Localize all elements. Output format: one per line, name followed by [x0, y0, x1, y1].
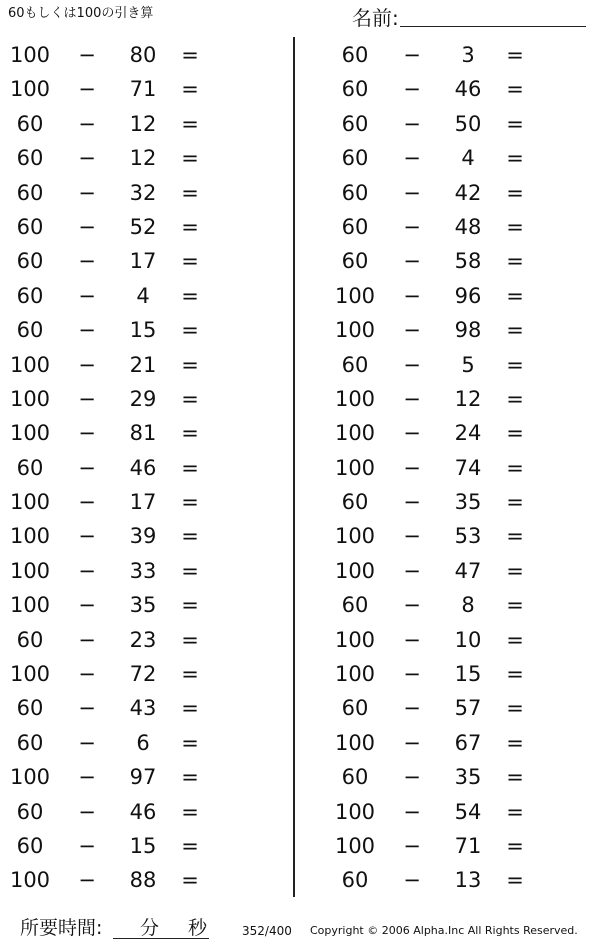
minutes-label: 分 — [140, 917, 160, 939]
minuend: 100 — [334, 283, 376, 308]
equals-sign: = — [181, 730, 199, 755]
minuend: 60 — [16, 696, 44, 721]
subtrahend: 15 — [454, 662, 482, 687]
minuend: 100 — [9, 558, 51, 583]
minus-sign: − — [78, 421, 96, 446]
subtrahend: 39 — [129, 524, 157, 549]
right-problem-column — [325, 38, 600, 898]
subtrahend: 21 — [129, 352, 157, 377]
subtrahend: 5 — [461, 352, 475, 377]
minuend: 100 — [9, 524, 51, 549]
minuend: 100 — [9, 765, 51, 790]
subtrahend: 71 — [129, 77, 157, 102]
equals-sign: = — [506, 490, 524, 515]
minus-sign: − — [403, 765, 421, 790]
equals-sign: = — [506, 352, 524, 377]
minus-sign: − — [403, 111, 421, 136]
problem-row — [325, 451, 600, 485]
equals-sign: = — [506, 283, 524, 308]
problem-row — [325, 485, 600, 519]
subtrahend: 57 — [454, 696, 482, 721]
minuend: 100 — [334, 730, 376, 755]
equals-sign: = — [506, 593, 524, 618]
subtrahend: 96 — [454, 283, 482, 308]
minus-sign: − — [403, 318, 421, 343]
problem-row — [325, 829, 600, 863]
equals-sign: = — [506, 77, 524, 102]
equals-sign: = — [506, 146, 524, 171]
minuend: 60 — [16, 214, 44, 239]
equals-sign: = — [181, 283, 199, 308]
subtrahend: 4 — [136, 283, 150, 308]
subtrahend: 88 — [129, 868, 157, 893]
equals-sign: = — [506, 799, 524, 824]
minuend: 60 — [16, 111, 44, 136]
problem-row — [325, 863, 600, 897]
problem-row — [325, 176, 600, 210]
problem-row — [0, 348, 290, 382]
minuend: 100 — [334, 455, 376, 480]
problem-row — [0, 313, 290, 347]
minus-sign: − — [403, 799, 421, 824]
minus-sign: − — [403, 593, 421, 618]
subtrahend: 12 — [129, 111, 157, 136]
minus-sign: − — [403, 180, 421, 205]
minus-sign: − — [78, 490, 96, 515]
minuend: 100 — [9, 77, 51, 102]
minus-sign: − — [403, 490, 421, 515]
minus-sign: − — [403, 421, 421, 446]
equals-sign: = — [181, 214, 199, 239]
problem-row — [0, 588, 290, 622]
subtrahend: 10 — [454, 627, 482, 652]
subtrahend: 6 — [136, 730, 150, 755]
minuend: 100 — [9, 386, 51, 411]
equals-sign: = — [506, 730, 524, 755]
equals-sign: = — [506, 318, 524, 343]
minus-sign: − — [78, 696, 96, 721]
minuend: 100 — [9, 352, 51, 377]
minuend: 100 — [334, 799, 376, 824]
equals-sign: = — [506, 662, 524, 687]
problem-row — [325, 623, 600, 657]
equals-sign: = — [506, 43, 524, 67]
problem-row — [0, 863, 290, 897]
name-field-line — [400, 26, 586, 27]
subtrahend: 35 — [454, 765, 482, 790]
left-problem-column — [0, 38, 290, 898]
equals-sign: = — [181, 43, 199, 67]
equals-sign: = — [506, 455, 524, 480]
subtrahend: 47 — [454, 558, 482, 583]
problem-row — [0, 279, 290, 313]
equals-sign: = — [506, 696, 524, 721]
minuend: 60 — [341, 352, 369, 377]
copyright-notice: Copyright © 2006 Alpha.Inc All Rights Reserved. — [310, 924, 578, 937]
subtrahend: 12 — [454, 386, 482, 411]
minuend: 60 — [341, 249, 369, 274]
problem-row — [325, 348, 600, 382]
equals-sign: = — [181, 77, 199, 102]
subtrahend: 15 — [129, 318, 157, 343]
minus-sign: − — [403, 43, 421, 67]
subtrahend: 32 — [129, 180, 157, 205]
minuend: 60 — [341, 696, 369, 721]
subtrahend: 72 — [129, 662, 157, 687]
equals-sign: = — [506, 524, 524, 549]
equals-sign: = — [181, 558, 199, 583]
problem-row — [325, 72, 600, 106]
equals-sign: = — [506, 180, 524, 205]
equals-sign: = — [506, 386, 524, 411]
minus-sign: − — [403, 386, 421, 411]
subtrahend: 42 — [454, 180, 482, 205]
minuend: 60 — [16, 833, 44, 858]
subtrahend: 17 — [129, 249, 157, 274]
subtrahend: 33 — [129, 558, 157, 583]
minuend: 60 — [341, 77, 369, 102]
subtrahend: 46 — [129, 799, 157, 824]
minus-sign: − — [403, 627, 421, 652]
minus-sign: − — [78, 765, 96, 790]
problem-row — [0, 554, 290, 588]
problem-row — [325, 519, 600, 553]
minuend: 60 — [16, 146, 44, 171]
subtrahend: 12 — [129, 146, 157, 171]
minuend: 60 — [341, 111, 369, 136]
equals-sign: = — [181, 490, 199, 515]
minus-sign: − — [403, 558, 421, 583]
minus-sign: − — [78, 146, 96, 171]
problem-row — [0, 726, 290, 760]
minus-sign: − — [78, 868, 96, 893]
problem-row — [0, 210, 290, 244]
minus-sign: − — [78, 558, 96, 583]
equals-sign: = — [181, 180, 199, 205]
minuend: 60 — [16, 180, 44, 205]
minuend: 60 — [16, 283, 44, 308]
minus-sign: − — [78, 283, 96, 308]
minuend: 60 — [16, 799, 44, 824]
minus-sign: − — [78, 662, 96, 687]
name-label: 名前: — [352, 6, 399, 30]
problem-row — [325, 382, 600, 416]
minus-sign: − — [403, 455, 421, 480]
minus-sign: − — [403, 730, 421, 755]
subtrahend: 54 — [454, 799, 482, 824]
subtrahend: 53 — [454, 524, 482, 549]
minus-sign: − — [403, 352, 421, 377]
subtrahend: 81 — [129, 421, 157, 446]
minus-sign: − — [403, 77, 421, 102]
subtrahend: 97 — [129, 765, 157, 790]
minuend: 100 — [334, 833, 376, 858]
problem-row — [0, 176, 290, 210]
problem-row — [325, 691, 600, 725]
minus-sign: − — [403, 662, 421, 687]
minuend: 100 — [9, 43, 51, 67]
page-number: 352/400 — [242, 924, 292, 938]
seconds-label: 秒 — [188, 917, 208, 939]
equals-sign: = — [181, 799, 199, 824]
problem-row — [325, 313, 600, 347]
minuend: 100 — [9, 421, 51, 446]
equals-sign: = — [181, 833, 199, 858]
minus-sign: − — [78, 111, 96, 136]
subtrahend: 35 — [129, 593, 157, 618]
problem-row — [0, 795, 290, 829]
problem-row — [0, 623, 290, 657]
subtrahend: 46 — [129, 455, 157, 480]
minuend: 100 — [334, 627, 376, 652]
minuend: 60 — [341, 868, 369, 893]
minuend: 60 — [16, 730, 44, 755]
minus-sign: − — [78, 833, 96, 858]
problem-row — [0, 485, 290, 519]
problem-row — [0, 451, 290, 485]
minus-sign: − — [78, 180, 96, 205]
equals-sign: = — [181, 627, 199, 652]
minus-sign: − — [78, 77, 96, 102]
minus-sign: − — [403, 524, 421, 549]
subtrahend: 80 — [129, 43, 157, 67]
problem-row — [0, 760, 290, 794]
equals-sign: = — [506, 111, 524, 136]
equals-sign: = — [181, 111, 199, 136]
minus-sign: − — [403, 214, 421, 239]
minuend: 60 — [16, 318, 44, 343]
minuend: 60 — [341, 146, 369, 171]
equals-sign: = — [181, 868, 199, 893]
minuend: 60 — [341, 43, 369, 67]
subtrahend: 17 — [129, 490, 157, 515]
minuend: 100 — [334, 558, 376, 583]
minus-sign: − — [78, 730, 96, 755]
problem-row — [325, 107, 600, 141]
equals-sign: = — [181, 352, 199, 377]
equals-sign: = — [181, 696, 199, 721]
equals-sign: = — [181, 524, 199, 549]
minus-sign: − — [403, 868, 421, 893]
minus-sign: − — [403, 249, 421, 274]
subtrahend: 48 — [454, 214, 482, 239]
problem-row — [0, 519, 290, 553]
subtrahend: 74 — [454, 455, 482, 480]
minuend: 60 — [16, 627, 44, 652]
equals-sign: = — [506, 421, 524, 446]
minuend: 60 — [341, 593, 369, 618]
minuend: 60 — [341, 765, 369, 790]
minus-sign: − — [78, 352, 96, 377]
problem-row — [325, 726, 600, 760]
equals-sign: = — [181, 386, 199, 411]
problem-row — [325, 279, 600, 313]
subtrahend: 35 — [454, 490, 482, 515]
subtrahend: 67 — [454, 730, 482, 755]
problem-row — [0, 244, 290, 278]
minuend: 60 — [341, 214, 369, 239]
subtrahend: 8 — [461, 593, 475, 618]
minus-sign: − — [78, 627, 96, 652]
minuend: 100 — [334, 662, 376, 687]
problem-row — [325, 244, 600, 278]
problem-row — [0, 657, 290, 691]
equals-sign: = — [181, 593, 199, 618]
minus-sign: − — [78, 524, 96, 549]
minuend: 100 — [334, 421, 376, 446]
subtrahend: 98 — [454, 318, 482, 343]
minus-sign: − — [403, 283, 421, 308]
minus-sign: − — [78, 214, 96, 239]
subtrahend: 3 — [461, 43, 475, 67]
equals-sign: = — [181, 455, 199, 480]
problem-row — [325, 760, 600, 794]
minuend: 100 — [334, 524, 376, 549]
equals-sign: = — [181, 421, 199, 446]
minuend: 60 — [16, 455, 44, 480]
minuend: 100 — [9, 593, 51, 618]
problem-row — [0, 107, 290, 141]
equals-sign: = — [181, 318, 199, 343]
problem-row — [0, 691, 290, 725]
problem-row — [325, 795, 600, 829]
equals-sign: = — [181, 662, 199, 687]
equals-sign: = — [506, 765, 524, 790]
equals-sign: = — [506, 833, 524, 858]
worksheet-title: 60もしくは100の引き算 — [8, 6, 154, 21]
minuend: 60 — [16, 249, 44, 274]
equals-sign: = — [506, 868, 524, 893]
minus-sign: − — [78, 593, 96, 618]
subtrahend: 15 — [129, 833, 157, 858]
minus-sign: − — [78, 43, 96, 67]
subtrahend: 71 — [454, 833, 482, 858]
problem-row — [0, 141, 290, 175]
minus-sign: − — [403, 146, 421, 171]
subtrahend: 13 — [454, 868, 482, 893]
subtrahend: 43 — [129, 696, 157, 721]
minus-sign: − — [78, 386, 96, 411]
subtrahend: 46 — [454, 77, 482, 102]
minuend: 100 — [334, 386, 376, 411]
minuend: 100 — [334, 318, 376, 343]
equals-sign: = — [506, 558, 524, 583]
equals-sign: = — [506, 627, 524, 652]
minus-sign: − — [403, 833, 421, 858]
minuend: 60 — [341, 180, 369, 205]
subtrahend: 52 — [129, 214, 157, 239]
problem-row — [325, 210, 600, 244]
problem-row — [325, 416, 600, 450]
problem-row — [0, 416, 290, 450]
problem-row — [0, 382, 290, 416]
problem-row — [325, 588, 600, 622]
subtrahend: 29 — [129, 386, 157, 411]
problem-row — [325, 657, 600, 691]
problem-row — [0, 72, 290, 106]
problem-row — [325, 38, 600, 72]
minuend: 100 — [9, 662, 51, 687]
minus-sign: − — [78, 249, 96, 274]
subtrahend: 58 — [454, 249, 482, 274]
minus-sign: − — [78, 455, 96, 480]
equals-sign: = — [506, 214, 524, 239]
subtrahend: 4 — [461, 146, 475, 171]
column-divider — [293, 37, 295, 897]
problem-row — [325, 554, 600, 588]
minuend: 100 — [9, 490, 51, 515]
equals-sign: = — [506, 249, 524, 274]
minus-sign: − — [78, 799, 96, 824]
equals-sign: = — [181, 249, 199, 274]
problem-row — [325, 141, 600, 175]
problem-row — [0, 829, 290, 863]
minus-sign: − — [403, 696, 421, 721]
equals-sign: = — [181, 146, 199, 171]
subtrahend: 50 — [454, 111, 482, 136]
problem-row — [0, 38, 290, 72]
minuend: 100 — [9, 868, 51, 893]
subtrahend: 24 — [454, 421, 482, 446]
time-taken-label: 所要時間: — [20, 917, 103, 939]
minus-sign: − — [78, 318, 96, 343]
subtrahend: 23 — [129, 627, 157, 652]
minuend: 60 — [341, 490, 369, 515]
equals-sign: = — [181, 765, 199, 790]
